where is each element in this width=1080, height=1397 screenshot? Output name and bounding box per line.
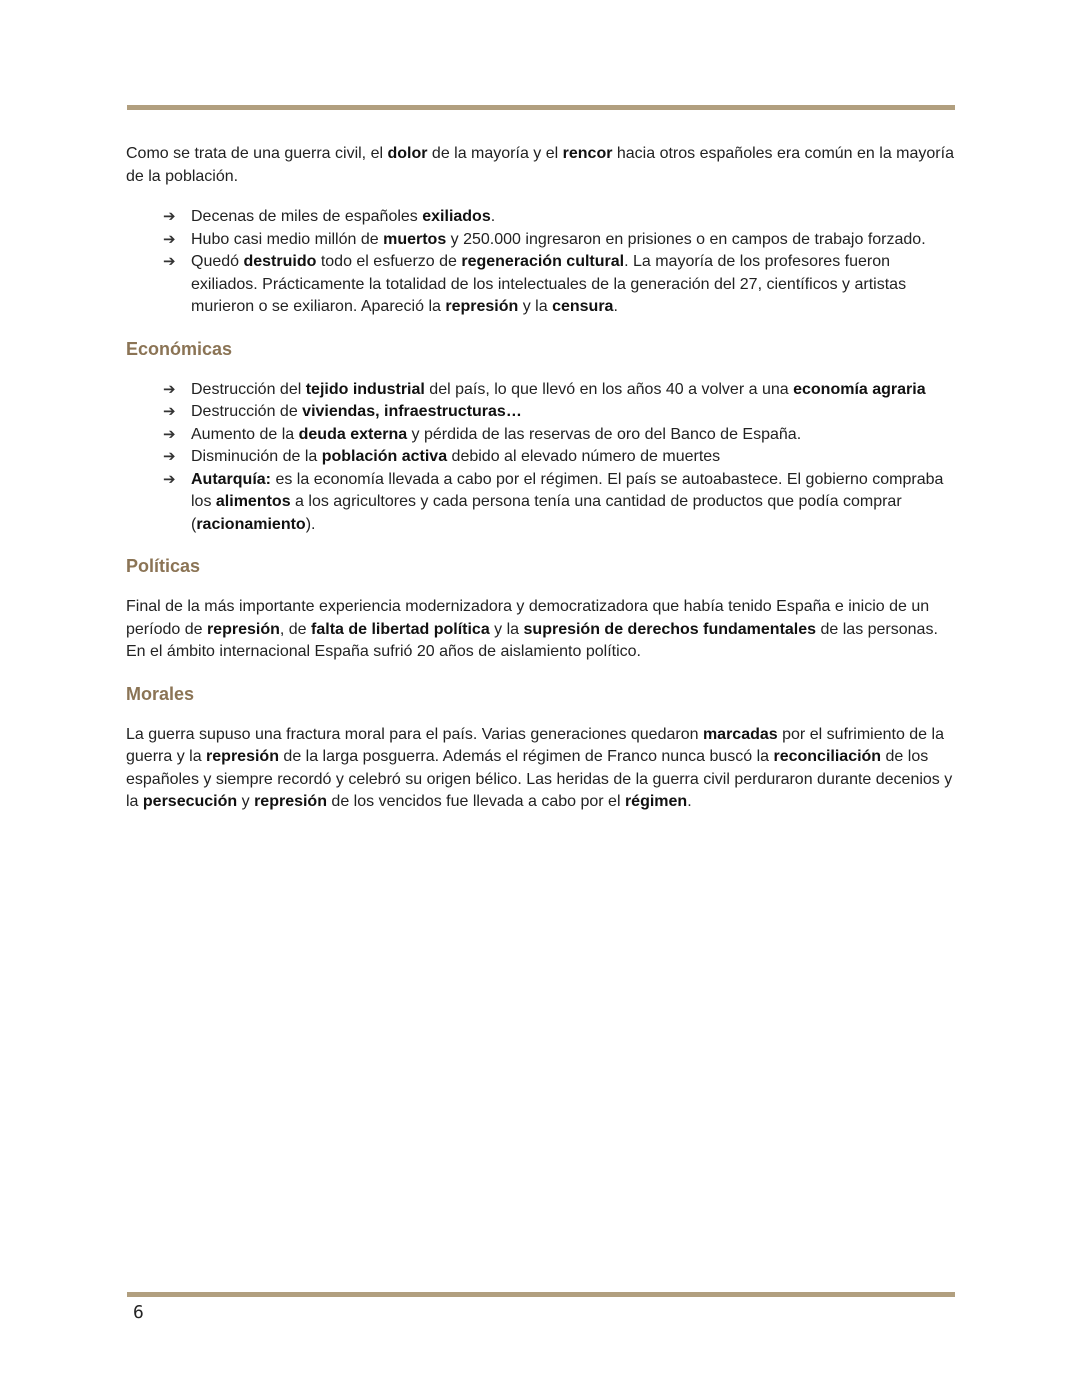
bold-term: reconciliación (773, 748, 882, 765)
list-item: ➔ Decenas de miles de españoles exiliados. (191, 206, 956, 229)
bold-term: muertos (383, 230, 447, 248)
heading-economicas: Económicas (126, 338, 233, 359)
list-item: ➔ Autarquía: es la economía llevada a cabo por el régimen. El país se autoabastece. El gobierno compraba los alimentos a los agricultores y cada persona tenía una cantidad de productos que podía comprar (racionamiento). (163, 470, 944, 533)
arrow-right-icon: ➔ (163, 425, 176, 443)
bold-term: alimentos (215, 493, 291, 510)
bold-term: falta de libertad política (311, 620, 490, 638)
bold-term: represión (445, 298, 519, 315)
bold-term: represión (254, 793, 327, 810)
morales-paragraph: La guerra supuso una fractura moral para el país. Varias generaciones quedaron marcadas por el sufrimiento de la guerra y la represión de la larga posguerra. Además el régimen de Franco nunca buscó la reconciliación de los españoles y siempre recordó y celebró su origen bélico. Las heridas de la guerra civil perduraron durante decenios y la persecución y represión de los vencidos fue llevada a cabo por el régimen. (126, 725, 953, 810)
list-item: ➔ Hubo casi medio millón de muertos y 250.000 ingresaron en prisiones o en campos de trabajo forzado. (191, 229, 956, 252)
bold-term: población activa (321, 448, 448, 465)
bold-term: deuda externa (298, 425, 408, 443)
bold-term: Autarquía: (191, 470, 271, 488)
bold-term: persecución (142, 793, 238, 810)
bold-term: régimen (624, 793, 688, 810)
bottom-divider (127, 1292, 955, 1297)
arrow-right-icon: ➔ (163, 403, 176, 420)
bold-term: supresión de derechos fundamentales (523, 620, 817, 638)
arrow-right-icon: ➔ (163, 470, 176, 488)
list-item: ➔ Destrucción del tejido industrial del país, lo que llevó en los años 40 a volver a una economía agraria (191, 379, 956, 402)
page-content (126, 143, 956, 814)
heading-morales: Morales (126, 683, 195, 704)
bold-term: economía agraria (793, 380, 926, 398)
bold-term: destruido (243, 253, 317, 270)
bold-term: viviendas, infraestructuras… (302, 403, 522, 420)
list-item: ➔ Destrucción de viviendas, infraestructuras… (191, 401, 956, 424)
list-item: ➔ Aumento de la deuda externa y pérdida de las reservas de oro del Banco de España. (191, 424, 956, 447)
arrow-right-icon: ➔ (163, 253, 176, 270)
bold-term: rencor (562, 145, 613, 162)
list-item: ➔ Disminución de la población activa debido al elevado número de muertes (191, 446, 956, 469)
bold-term: racionamiento (196, 515, 306, 533)
social-consequences-list (126, 206, 956, 319)
bold-term: censura (552, 298, 614, 315)
arrow-right-icon: ➔ (163, 380, 176, 398)
intro-paragraph: Como se trata de una guerra civil, el dolor de la mayoría y el rencor hacia otros españoles era común en la mayoría de la población. (126, 145, 954, 185)
politicas-paragraph: Final de la más importante experiencia modernizadora y democratizadora que había tenido España e inicio de un período de represión, de falta de libertad política y la supresión de derechos fundamentales de las personas. En el ámbito internacional España sufrió 20 años de aislamiento político. (126, 598, 938, 660)
heading-politicas: Políticas (126, 556, 201, 576)
bold-term: represión (206, 620, 280, 638)
bold-term: represión (206, 748, 279, 765)
bold-term: tejido industrial (305, 380, 425, 398)
economic-consequences-list (126, 379, 956, 537)
page-number: 6 (133, 1302, 144, 1323)
top-divider (127, 105, 955, 110)
arrow-right-icon: ➔ (163, 208, 176, 225)
bold-term: exiliados (422, 208, 491, 225)
arrow-right-icon: ➔ (163, 448, 176, 465)
bold-term: marcadas (702, 725, 778, 743)
bold-term: dolor (387, 145, 428, 162)
arrow-right-icon: ➔ (163, 230, 176, 248)
list-item: ➔ Quedó destruido todo el esfuerzo de regeneración cultural. La mayoría de los profesores fueron exiliados. Prácticamente la totalidad de los intelectuales de la generación del 27, científicos y artistas murieron o se exiliaron. Apareció la represión y la censura. (163, 253, 907, 315)
bold-term: regeneración cultural (461, 253, 625, 270)
